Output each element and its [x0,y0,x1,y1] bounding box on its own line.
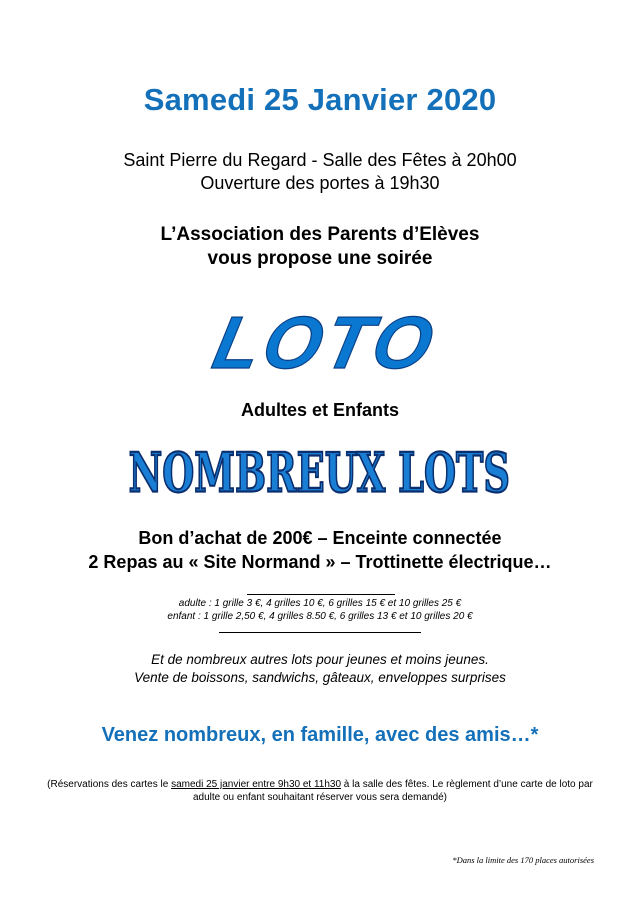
footnote: *Dans la limite des 170 places autorisées [452,855,594,865]
reservation-text-after: à la salle des fêtes. Le règlement d’une carte de loto par adulte ou enfant souhaitant réserver vous sera demandé) [192,779,593,803]
doors-open-line: Ouverture des portes à 19h30 [200,173,440,193]
loto-wordart [160,302,480,384]
extras-line-1: Et de nombreux autres lots pour jeunes et moins jeunes. [151,652,489,667]
loto-title: LOTO [206,300,445,384]
call-to-action: Venez nombreux, en famille, avec des amis…* [101,724,539,746]
loto-title-art [0,302,640,384]
banner-wordart [128,440,510,508]
reservation-date-underlined: samedi 25 janvier entre 9h30 et 11h30 [171,779,342,790]
audience-line: Adultes et Enfants [240,400,400,420]
adult-pricing: adulte : 1 grille 3 €, 4 grilles 10 €, 6 grilles 15 € et 10 grilles 25 € [178,598,462,609]
child-pricing: enfant : 1 grille 2,50 €, 4 grilles 8.50 €, 6 grilles 13 € et 10 grilles 20 € [167,611,473,622]
extras-line-2: Vente de boissons, sandwichs, gâteaux, enveloppes surprises [134,670,506,685]
divider-top [247,594,395,595]
banner-title: NOMBREUX LOTS [128,441,510,505]
venue-line: Saint Pierre du Regard - Salle des Fêtes à 20h00 [123,150,517,170]
prize-line-2: 2 Repas au « Site Normand » – Trottinette électrique… [88,552,552,572]
event-date: Samedi 25 Janvier 2020 [143,82,497,117]
organizer-line: L’Association des Parents d’Elèves [160,224,480,245]
reservation-text-before: (Réservations des cartes le [47,779,172,790]
invitation-line: vous propose une soirée [207,248,433,269]
divider-bottom [219,632,421,633]
banner-art [0,440,640,508]
reservation-note [40,778,600,804]
prize-line-1: Bon d’achat de 200€ – Enceinte connectée [138,528,502,548]
